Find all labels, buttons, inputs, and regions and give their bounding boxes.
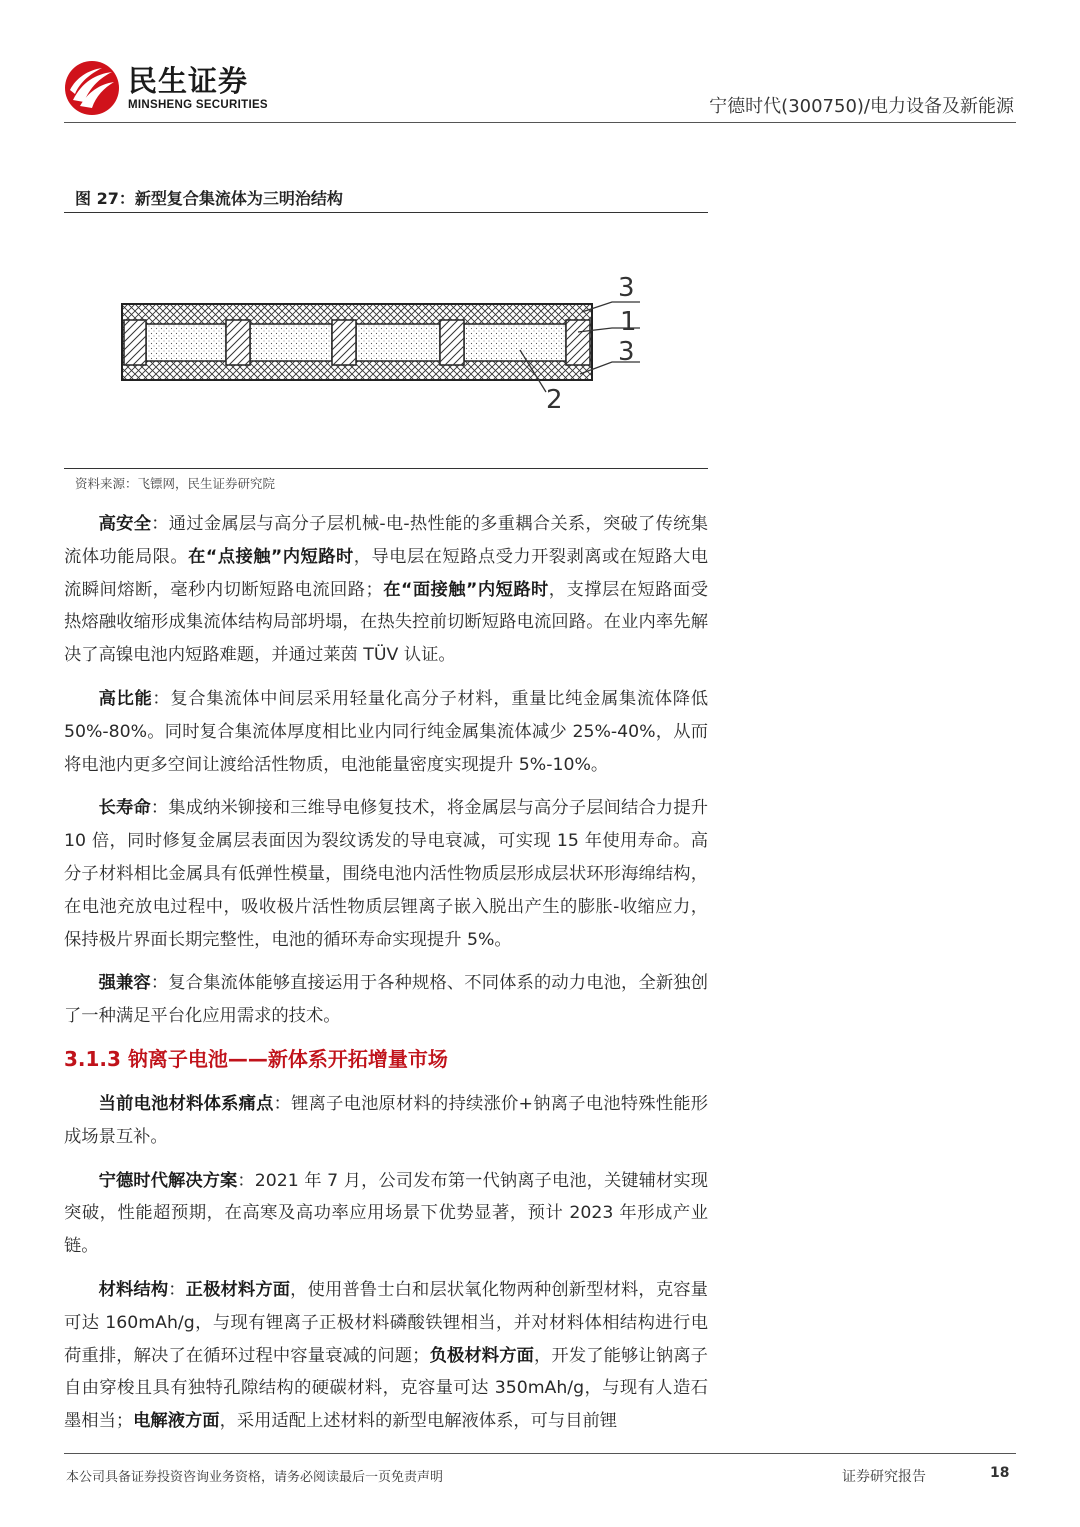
- report-tag: 宁德时代(300750)/电力设备及新能源: [709, 96, 1014, 117]
- text-run: ，使用普鲁士白和层状氧化物两种创新型材料，克容量可达 160mAh/g，与现有锂离子正极材料磷酸铁锂相当，并对材料体相结构进行电荷重排，解决了在循环过程中容量衰减的问题；: [64, 1279, 708, 1366]
- bold-keyword: 强兼容: [98, 973, 151, 994]
- text-run: ：2021 年 7 月，公司发布第一代钠离子电池，关键辅材实现突破，性能超预期，在高寒及高功率应用场景下优势显著，预计 2023 年形成产业链。: [64, 1170, 708, 1257]
- bold-keyword: 高比能: [98, 688, 153, 709]
- paragraph-high-safety: [64, 508, 708, 672]
- bold-keyword: 电解液方面: [133, 1411, 220, 1432]
- brand-name-en: MINSHENG SECURITIES: [128, 99, 268, 111]
- paragraph-solution: [64, 1165, 708, 1263]
- bold-keyword: 在“点接触”内短路时: [188, 546, 354, 567]
- text-run: ：集成纳米铆接和三维导电修复技术，将金属层与高分子层间结合力提升 10 倍，同时修复金属层表面因为裂纹诱发的导电衰减，可实现 15 年使用寿命。高分子材料相比金属具有低弹性模量，围绕电池内活性物质层形成层状环形海绵结构，在电池充放电过程中，吸收极片活性物质层锂离子嵌入脱出产生的膨胀-收缩应力，保持极片界面长期完整性，电池的循环寿命实现提升 5%。: [64, 798, 708, 950]
- bold-keyword: 宁德时代解决方案: [98, 1170, 238, 1191]
- pillar: [566, 320, 590, 365]
- pillar: [440, 320, 464, 365]
- text-run: ，导电层在短路点受力开裂剥离或在短路大电流瞬间熔断，毫秒内切断短路电流回路；: [64, 546, 708, 600]
- paragraph-pain-point: [64, 1088, 708, 1154]
- diagram-label: 3: [618, 273, 635, 303]
- pillar: [124, 320, 146, 365]
- text-run: ，开发了能够让钠离子自由穿梭且具有独特孔隙结构的硬碳材料，克容量可达 350mAh/g，与现有人造石墨相当；: [64, 1345, 708, 1432]
- paragraph-long-life: [64, 792, 708, 956]
- section-heading: 3.1.3 钠离子电池——新体系开拓增量市场: [64, 1046, 448, 1071]
- bold-keyword: 在“面接触”内短路时: [382, 579, 549, 600]
- text-run: ：复合集流体中间层采用轻量化高分子材料，重量比纯金属集流体降低 50%-80%。同时复合集流体厚度相比业内同行纯金属集流体减少 25%-40%，从而将电池内更多空间让渡给活性物质，电池能量密度实现提升 5%-10%。: [64, 688, 708, 775]
- footer-disclaimer: 本公司具备证券投资咨询业务资格，请务必阅读最后一页免责声明: [66, 1470, 444, 1485]
- core-segment: [464, 324, 566, 361]
- paragraph-high-energy: [64, 683, 708, 781]
- sandwich-structure-diagram: [100, 262, 660, 422]
- bold-keyword: 长寿命: [98, 798, 151, 819]
- bold-keyword: 负极材料方面: [429, 1345, 535, 1366]
- footer-divider: [64, 1453, 1016, 1454]
- brand-name: 民生证券: [128, 64, 249, 98]
- header-divider: [64, 122, 1016, 123]
- bold-keyword: 正极材料方面: [185, 1279, 291, 1300]
- pillar: [226, 320, 250, 365]
- figure-top-rule: [64, 212, 708, 213]
- figure-title: 图 27：新型复合集流体为三明治结构: [75, 189, 343, 208]
- pillar: [332, 320, 356, 365]
- paragraph-compatibility: [64, 967, 708, 1033]
- diagram-label: 1: [620, 307, 637, 337]
- paragraph-material-structure: [64, 1274, 708, 1438]
- bold-keyword: 当前电池材料体系痛点: [98, 1093, 274, 1114]
- diagram-label: 3: [618, 337, 635, 367]
- text-run: ：复合集流体能够直接运用于各种规格、不同体系的动力电池，全新独创了一种满足平台化应用需求的技术。: [64, 973, 708, 1027]
- diagram-label: 2: [546, 385, 563, 415]
- page-number: 18: [990, 1465, 1010, 1481]
- core-segment: [146, 324, 226, 361]
- text-run: ：通过金属层与高分子层机械-电-热性能的多重耦合关系，突破了传统集流体功能局限。: [64, 514, 708, 567]
- figure-source: 资料来源：飞镖网，民生证券研究院: [75, 476, 276, 491]
- bold-keyword: 材料结构: [98, 1279, 169, 1300]
- text-run: ：锂离子电池原材料的持续涨价+钠离子电池特殊性能形成场景互补。: [64, 1093, 708, 1147]
- core-segment: [356, 324, 440, 361]
- minsheng-logo-icon: [64, 60, 120, 116]
- text-run: ，采用适配上述材料的新型电解液体系，可与目前锂: [219, 1411, 618, 1432]
- figure-bottom-rule: [64, 468, 708, 469]
- text-run: ：: [168, 1279, 186, 1300]
- body-text: [64, 508, 708, 1449]
- footer-report-type: 证券研究报告: [842, 1469, 926, 1485]
- text-run: ，支撑层在短路面受热熔融收缩形成集流体结构局部坍塌，在热失控前切断短路电流回路。在业内率先解决了高镍电池内短路难题，并通过莱茵 TÜV 认证。: [64, 579, 708, 666]
- bold-keyword: 高安全: [98, 514, 152, 534]
- core-segment: [250, 324, 332, 361]
